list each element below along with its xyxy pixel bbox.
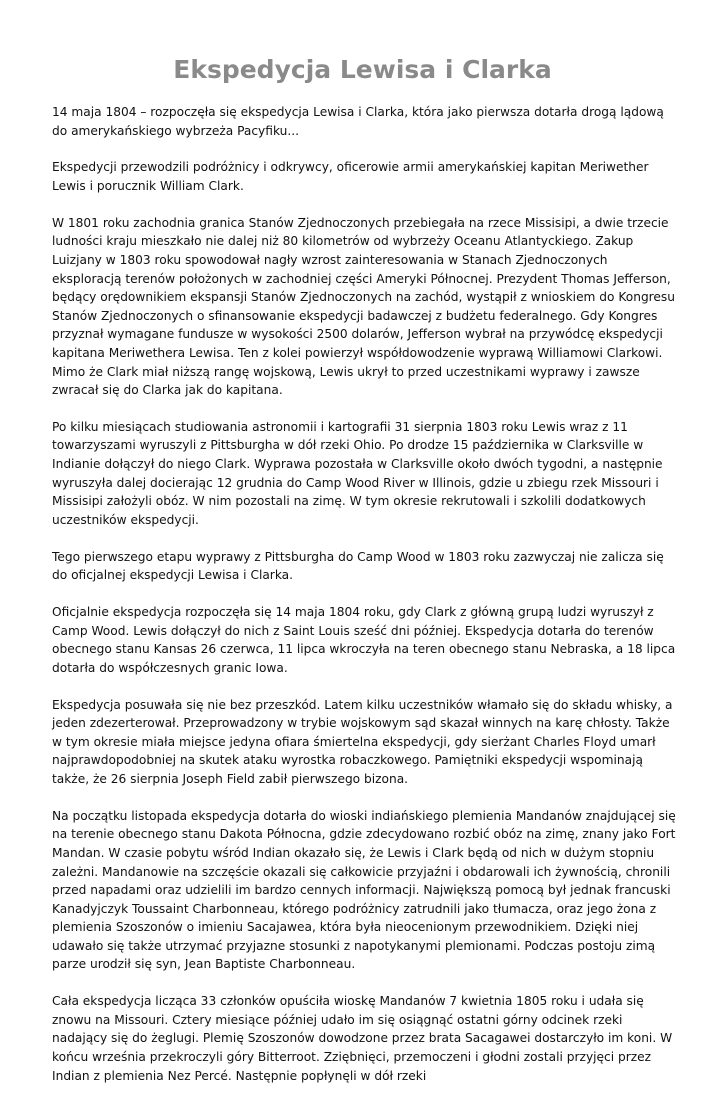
article-body	[52, 103, 676, 1103]
paragraph-first-stage: Po kilku miesiącach studiowania astronomii i kartografii 31 sierpnia 1803 roku Lewis wraz z 11 towarzyszami wyruszyli z Pittsburgha w dół rzeki Ohio. Po drodze 15 października w Clarksville w Indianie dołączył do niego Clark. Wyprawa pozostała w Clarksville około dwóch tygodni, a następnie wyruszyła dalej docierając 12 grudnia do Camp Wood River w Illinois, gdzie u zbiegu rzek Missouri i Missisipi założyli obóz. W nim pozostali na zimę. W tym okresie rekrutowali i szkolili dodatkowych uczestników ekspedycji.	[52, 419, 663, 527]
page-title: Ekspedycja Lewisa i Clarka	[173, 55, 552, 84]
paragraph-leaders: Ekspedycji przewodzili podróżnicy i odkrywcy, oficerowie armii amerykańskiej kapitan Meriwether Lewis i porucznik William Clark.	[52, 160, 649, 193]
paragraph-fort-mandan: Na początku listopada ekspedycja dotarła do wioski indiańskiego plemienia Mandanów znajdującej się na terenie obecnego stanu Dakota Północna, gdzie zdecydowano rozbić obóz na zimę, znany jako Fort Mandan. W czasie pobytu wśród Indian okazało się, że Lewis i Clark będą od nich w dużym stopniu zależni. Mandanowie na szczęście okazali się całkowicie przyjaźni i obdarowali ich żywnością, chronili przed napadami oraz udzielili im bardzo cennych informacji. Największą pomocą był jednak francuski Kanadyjczyk Toussaint Charbonneau, którego podróżnicy zatrudnili jako tłumacza, oraz jego żona z plemienia Szoszonów o imieniu Sacajawea, która była nieocenionym przewodnikiem. Dzięki niej udawało się także utrzymać przyjazne stosunki z napotykanymi plemionami. Podczas postoju zimą parze urodził się syn, Jean Baptiste Charbonneau.	[52, 808, 676, 972]
paragraph-official-start: Oficjalnie ekspedycja rozpoczęła się 14 maja 1804 roku, gdy Clark z główną grupą ludzi wyruszył z Camp Wood. Lewis dołączył do nich z Saint Louis sześć dni później. Ekspedycja dotarła do terenów obecnego stanu Kansas 26 czerwca, 11 lipca wkroczyła na teren obecnego stanu Nebraska, a 18 lipca dotarła do współczesnych granic Iowa.	[52, 605, 676, 675]
paragraph-first-stage-note: Tego pierwszego etapu wyprawy z Pittsburgha do Camp Wood w 1803 roku zazwyczaj nie zalicza się do oficjalnej ekspedycji Lewisa i Clarka.	[52, 549, 664, 583]
paragraph-obstacles: Ekspedycja posuwała się nie bez przeszkód. Latem kilku uczestników włamało się do składu whisky, a jeden zdezerterował. Przeprowadzony w trybie wojskowym sąd skazał winnych na karę chłosty. Także w tym okresie miała miejsce jedyna ofiara śmiertelna ekspedycji, gdy sierżant Charles Floyd umarł najprawdopodobniej na skutek ataku wyrostka robaczkowego. Pamiętniki ekspedycji wspominają także, że 26 sierpnia Joseph Field zabił pierwszego bizona.	[52, 697, 673, 786]
paragraph-departure: Cała ekspedycja licząca 33 członków opuściła wioskę Mandanów 7 kwietnia 1805 roku i udała się znowu na Missouri. Cztery miesiące później udało im się osiągnąć ostatni górny odcinek rzeki nadający się do żeglugi. Plemię Szoszonów dowodzone przez brata Sacagawei dostarczyło im koni. W końcu września przekroczyli góry Bitterroot. Zziębnięci, przemoczeni i głodni zostali przyjęci przez Indian z plemienia Nez Percé. Następnie popłynęli w dół rzeki	[52, 994, 673, 1083]
paragraph-intro: 14 maja 1804 – rozpoczęła się ekspedycja Lewisa i Clarka, która jako pierwsza dotarła drogą lądową do amerykańskiego wybrzeża Pacyfiku...	[52, 105, 664, 138]
paragraph-background: W 1801 roku zachodnia granica Stanów Zjednoczonych przebiegała na rzece Missisipi, a dwie trzecie ludności kraju mieszkało nie dalej niż 80 kilometrów od wybrzeży Oceanu Atlantyckiego. Zakup Luizjany w 1803 roku spowodował nagły wzrost zainteresowania w Stanach Zjednoczonych eksploracją terenów położonych w zachodniej części Ameryki Północnej. Prezydent Thomas Jefferson, będący orędownikiem ekspansji Stanów Zjednoczonych na zachód, wystąpił z wnioskiem do Kongresu Stanów Zjednoczonych o sfinansowanie ekspedycji badawczej z budżetu federalnego. Gdy Kongres przyznał wymagane fundusze w wysokości 2500 dolarów, Jefferson wybrał na przywódcę ekspedycji kapitana Meriwethera Lewisa. Ten z kolei powierzył współdowodzenie wyprawą Williamowi Clarkowi. Mimo że Clark miał niższą rangę wojskową, Lewis ukrył to przed uczestnikami wyprawy i zawsze zwracał się do Clarka jak do kapitana.	[52, 215, 675, 398]
